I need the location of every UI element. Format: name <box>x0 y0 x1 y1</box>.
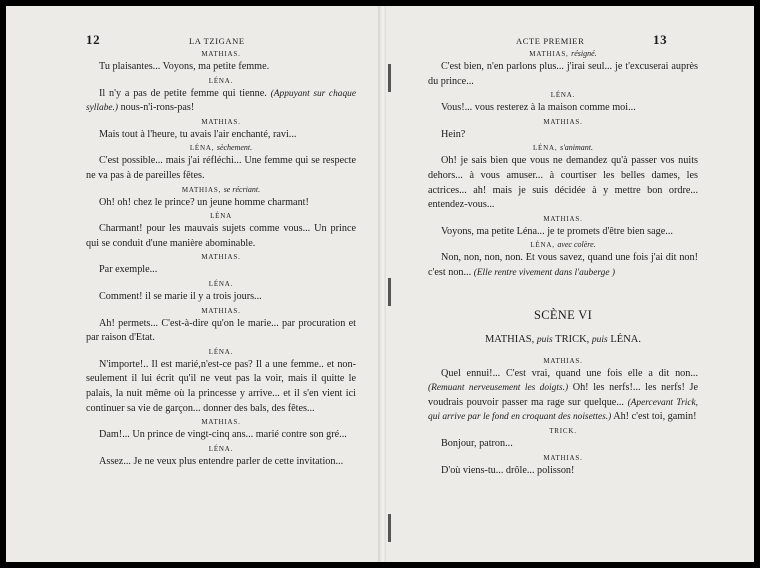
dialogue-line: Ah! permets... C'est-à-dire qu'on le marie... par procuration et par raison d'Etat. <box>86 317 356 344</box>
speaker-name: LÉNA, s'animant. <box>532 143 594 153</box>
speaker-note: s'animant. <box>559 143 594 153</box>
speaker-note: avec colère. <box>557 240 596 250</box>
speaker-name: LÉNA. <box>208 76 234 85</box>
dialogue-line: C'est bien, n'en parlons plus... j'irai seul... je t'excuserai auprès du prince... <box>428 61 698 87</box>
dialogue-line: Oh! je sais bien que vous ne demandez qu'à passer vos nuits dehors... à vous amuser... à courtiser les belles dames, les actrices... ah! mais je suis décidée à y mettre bon ordre... entendez-vous... <box>428 155 698 211</box>
scene-cast: MATHIAS, puis TRICK, puis LÉNA. <box>484 333 642 345</box>
dialogue-line: N'importe!.. Il est marié,n'est-ce pas? Il a une femme.. et non-seulement il lui écrit qu'il ne veut pas la voir, mais il quitte le palais, la nuit même où la princesse y arrive... et il s'en vient ici continuer sa vie de garçon... donner des bals, des fêtes... <box>86 358 356 414</box>
dialogue-line: Dam!... Un prince de vingt-cinq ans... marié contre son gré... <box>99 429 347 441</box>
right-page <box>382 32 744 476</box>
speaker-name: TRICK. <box>549 426 577 435</box>
dialogue-line: Charmant! pour les mauvais sujets comme vous... Un prince qui se conduit d'une manière abominable. <box>86 223 356 249</box>
page-number: 12 <box>86 32 101 47</box>
speaker-name: LÉNA. <box>208 279 234 288</box>
speaker-name: LÉNA. <box>208 444 234 453</box>
stage-direction: (Remuant nerveusement les doigts.) <box>428 383 569 394</box>
dialogue-line: Comment! il se marie il y a trois jours... <box>99 290 262 302</box>
scene-title: SCÈNE VI <box>533 307 593 322</box>
dialogue-line: Vous!... vous resterez à la maison comme moi... <box>441 102 636 114</box>
text-column <box>428 48 698 478</box>
speaker-name: LÉNA. <box>550 91 576 100</box>
dialogue-line: Il n'y a pas de petite femme qui tienne. (Appuyant sur chaque syllabe.) nous-n'i-rons-pas! <box>86 87 357 114</box>
speaker-name: MATHIAS, résigné. <box>529 49 597 58</box>
dialogue-line: Tu plaisantes... Voyons, ma petite femme. <box>99 61 270 72</box>
binding-stitch <box>388 64 391 92</box>
stage-direction: (Elle rentre vivement dans l'auberge ) <box>473 267 615 278</box>
speaker-name: MATHIAS. <box>201 418 241 427</box>
book-spread <box>6 6 754 562</box>
dialogue-line: Mais tout à l'heure, tu avais l'air enchanté, ravi... <box>99 128 297 140</box>
dialogue-line: C'est possible... mais j'ai réfléchi... Une femme qui se respecte ne va pas à de pareilles fêtes. <box>86 155 356 181</box>
left-page <box>16 32 378 467</box>
speaker-name: MATHIAS, se récriant. <box>181 184 261 194</box>
dialogue-line: Assez... Je ne veux plus entendre parler de cette invitation... <box>99 455 344 467</box>
speaker-name: LÉNA <box>210 212 232 221</box>
dialogue-line: Non, non, non, non. Et vous savez, quand une fois j'ai dit non! c'est non... (Elle rentre vivement dans l'auberge ) <box>428 252 698 278</box>
stage-direction: (Apercevant Trick, qui arrive par le fond en croquant des noisettes.) <box>428 397 699 423</box>
running-head-title: ACTE PREMIER <box>516 36 585 46</box>
speaker-name: MATHIAS. <box>201 117 241 126</box>
text-column <box>86 48 356 469</box>
dialogue-line: Oh! oh! chez le prince? un jeune homme charmant! <box>99 196 309 208</box>
dialogue-line: Par exemple... <box>99 264 158 276</box>
speaker-note: résigné. <box>571 49 597 58</box>
speaker-name: MATHIAS. <box>543 214 583 223</box>
binding-stitch <box>388 278 391 306</box>
page-number: 13 <box>653 32 668 47</box>
speaker-note: sèchement. <box>216 143 253 153</box>
speaker-note: se récriant. <box>223 184 261 194</box>
dialogue-line: Bonjour, patron... <box>441 437 513 449</box>
speaker-name: LÉNA, sèchement. <box>189 143 253 153</box>
speaker-name: MATHIAS. <box>543 117 583 126</box>
dialogue-line: Voyons, ma petite Léna... je te promets d'être bien sage... <box>441 225 673 237</box>
speaker-name: LÉNA, avec colère. <box>530 240 596 250</box>
speaker-name: LÉNA. <box>208 347 234 356</box>
stage-direction: (Appuyant sur chaque syllabe.) <box>86 88 357 114</box>
speaker-name: MATHIAS. <box>543 356 583 365</box>
dialogue-line: Hein? <box>441 128 466 140</box>
dialogue-line: Quel ennui!... C'est vrai, quand une fois elle a dit non... (Remuant nerveusement les doigts.) Oh! les nerfs!... les nerfs! Je voudrais pouvoir passer ma rage sur quelque... (Apercevant Trick, qui arrive par le fond en croquant des noisettes.) Ah! c'est toi, gamin! <box>428 367 699 423</box>
speaker-name: MATHIAS. <box>201 253 241 262</box>
binding-stitch <box>388 514 391 542</box>
speaker-name: MATHIAS. <box>201 306 241 315</box>
speaker-name: MATHIAS. <box>201 50 241 58</box>
running-head-title: LA TZIGANE <box>189 36 245 46</box>
speaker-name: MATHIAS. <box>543 453 583 462</box>
dialogue-line: D'où viens-tu... drôle... polisson! <box>441 464 575 476</box>
book-gutter <box>378 6 386 562</box>
